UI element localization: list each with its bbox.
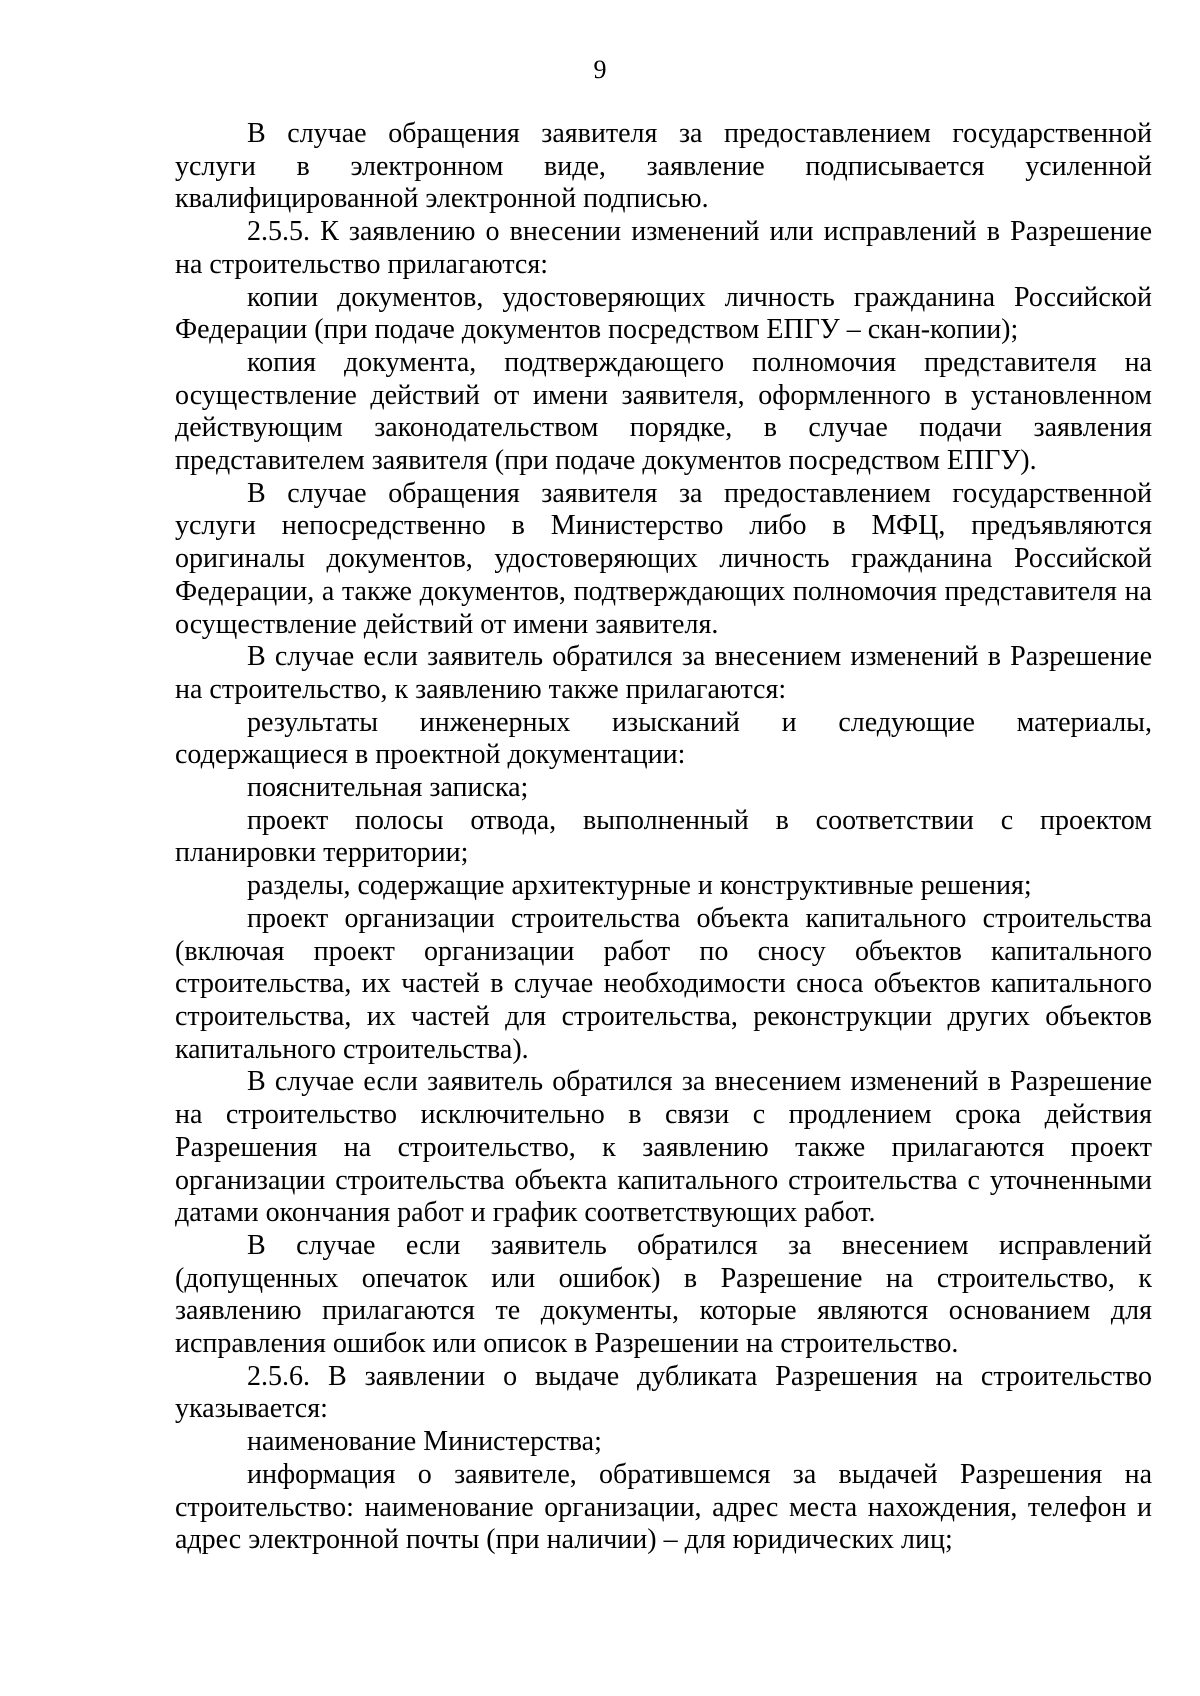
paragraph: информация о заявителе, обратившемся за выдачей Разрешения на строительство: наименование организации, адрес места нахождения, телефон и адрес электронной почты (при наличии) – для юридических лиц; [175, 1458, 1152, 1556]
paragraph: пояснительная записка; [247, 772, 529, 804]
paragraph: В случае если заявитель обратился за внесением изменений в Разрешение на строительство, к заявлению также прилагаются: [175, 641, 1152, 705]
paragraph: В случае обращения заявителя за предоставлением государственной услуги непосредственно в Министерство либо в МФЦ, предъявляются оригиналы документов, удостоверяющих личность гражданина Российской Федерации, а также документов, подтверждающих полномочия представителя на осуществление действий от имени заявителя. [175, 477, 1152, 640]
page-number: 9 [593, 55, 607, 84]
paragraph: проект организации строительства объекта капитального строительства (включая проект организации работ по сносу объектов капитального строительства, их частей в случае необходимости сноса объектов капитального строительства, их частей для строительства, реконструкции других объектов капитального строительства). [175, 902, 1152, 1065]
document-body [175, 118, 1152, 1557]
paragraph: результаты инженерных изысканий и следующие материалы, содержащиеся в проектной документации: [175, 706, 1152, 771]
paragraph: В случае если заявитель обратился за внесением изменений в Разрешение на строительство исключительно в связи с продлением срока действия Разрешения на строительство, к заявлению также прилагаются проект организации строительства объекта капитального строительства с уточненными датами окончания работ и график соответствующих работ. [175, 1066, 1152, 1229]
paragraph: В случае если заявитель обратился за внесением исправлений (допущенных опечаток или ошибок) в Разрешение на строительство, к заявлению прилагаются те документы, которые являются основанием для исправления ошибок или описок в Разрешении на строительство. [175, 1229, 1152, 1360]
paragraph: В случае обращения заявителя за предоставлением государственной услуги в электронном виде, заявление подписывается усиленной квалифицированной электронной подписью. [175, 118, 1152, 215]
paragraph: копии документов, удостоверяющих личность гражданина Российской Федерации (при подаче документов посредством ЕПГУ – скан-копии); [175, 281, 1152, 346]
paragraph: 2.5.5. К заявлению о внесении изменений или исправлений в Разрешение на строительство прилагаются: [175, 216, 1152, 280]
paragraph: наименование Министерства; [247, 1426, 602, 1458]
paragraph: копия документа, подтверждающего полномочия представителя на осуществление действий от имени заявителя, оформленного в установленном действующим законодательством порядке, в случае подачи заявления представителем заявителя (при подаче документов посредством ЕПГУ). [175, 346, 1152, 477]
paragraph: разделы, содержащие архитектурные и конструктивные решения; [247, 870, 1032, 902]
paragraph: проект полосы отвода, выполненный в соответствии с проектом планировки территории; [175, 804, 1152, 869]
paragraph: 2.5.6. В заявлении о выдаче дубликата Разрешения на строительство указывается: [175, 1360, 1152, 1425]
